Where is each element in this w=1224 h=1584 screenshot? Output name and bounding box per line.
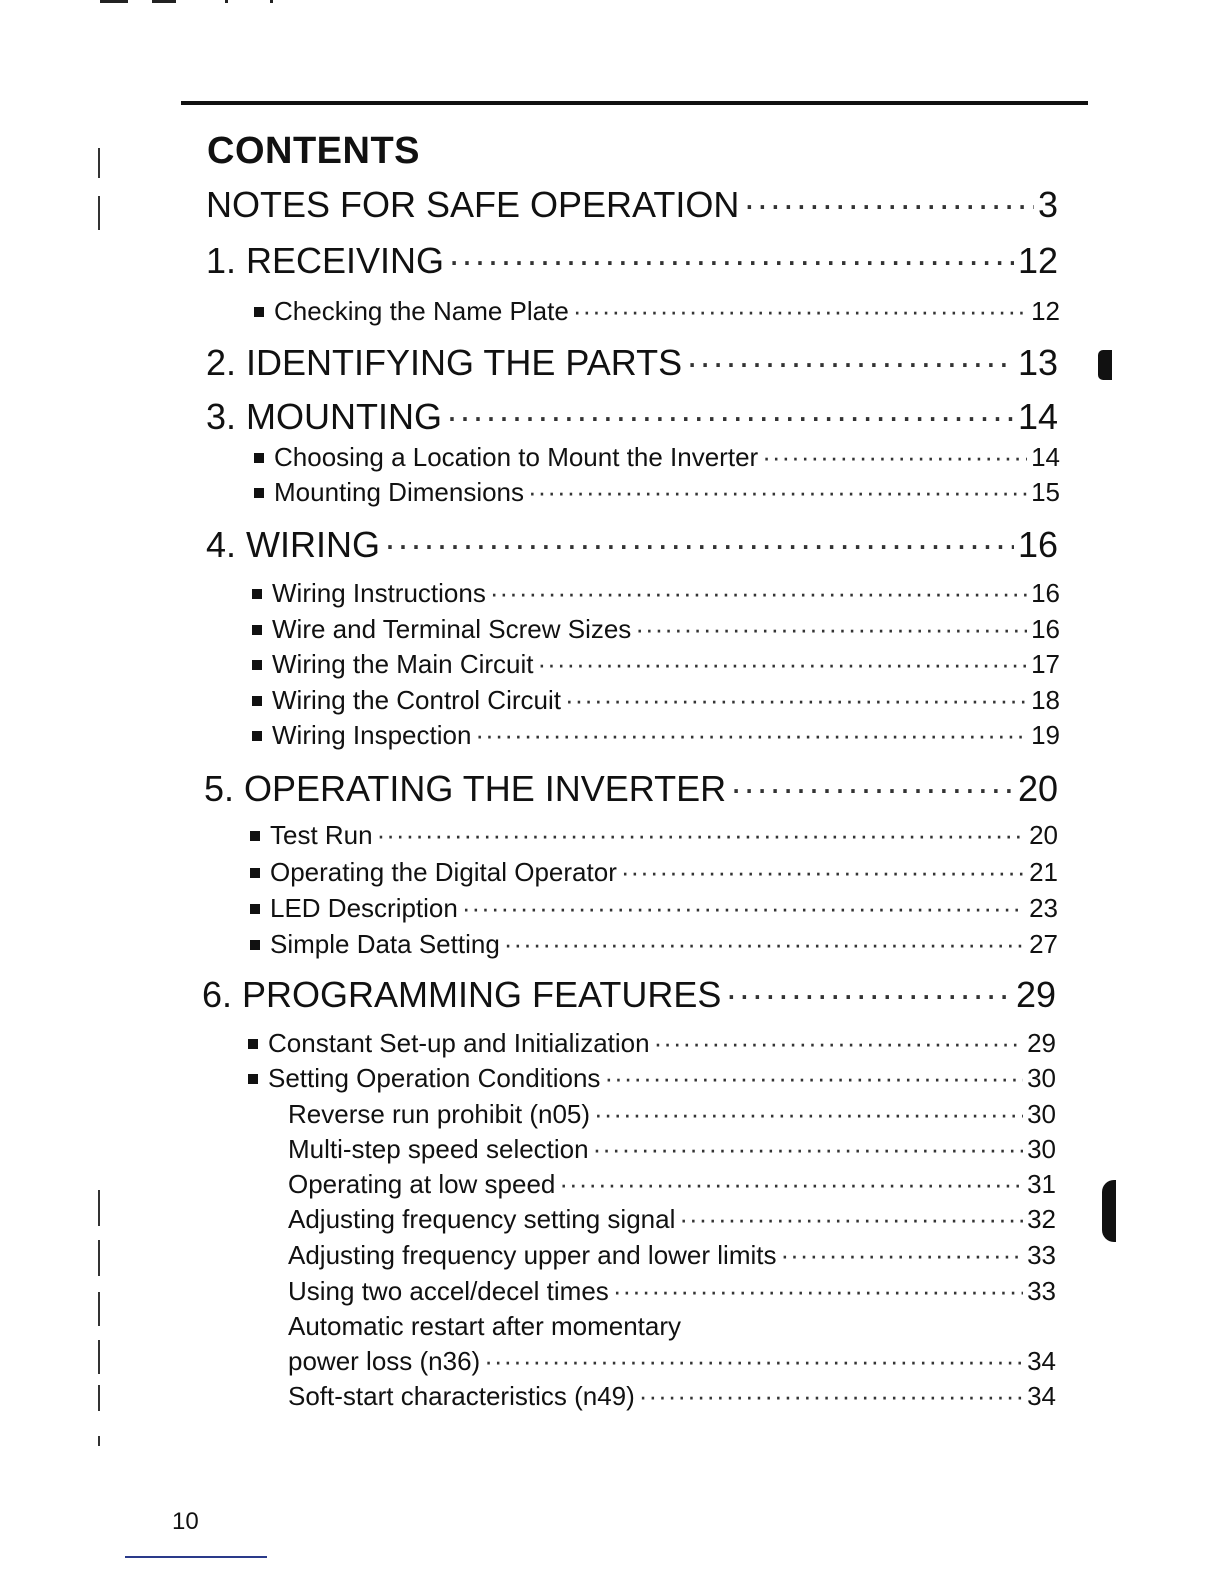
toc-entry-auto-restart[interactable]: [288, 1311, 1056, 1342]
toc-entry-control-circuit[interactable]: [252, 685, 1060, 716]
dot-leader: [490, 578, 1027, 609]
toc-entry-wiring-inspection[interactable]: [252, 720, 1060, 751]
dot-leader: [780, 1240, 1023, 1271]
toc-entry-page: 16: [1031, 614, 1060, 644]
toc-entry-label: Wiring Inspection: [272, 720, 472, 750]
toc-entry-reverse-run[interactable]: [288, 1099, 1056, 1130]
dot-leader: [743, 184, 1034, 226]
toc-entry-label: 2. IDENTIFYING THE PARTS: [206, 342, 683, 383]
dot-leader: [504, 929, 1025, 960]
toc-entry-page: 34: [1027, 1346, 1056, 1376]
dot-leader: [654, 1028, 1024, 1059]
dot-leader: [593, 1134, 1023, 1165]
toc-entry-page: 14: [1017, 396, 1058, 437]
toc-entry-page: 30: [1027, 1134, 1056, 1164]
square-bullet-icon: [248, 1039, 258, 1049]
footer-rule: [125, 1556, 267, 1558]
dot-leader: [573, 296, 1027, 327]
toc-entry-test-run[interactable]: [250, 820, 1058, 851]
dot-leader: [679, 1204, 1023, 1235]
toc-entry-main-circuit[interactable]: [252, 649, 1060, 680]
toc-entry-constant-setup[interactable]: [248, 1028, 1056, 1059]
square-bullet-icon: [250, 904, 260, 914]
dot-leader: [565, 685, 1027, 716]
toc-entry-label: Test Run: [270, 820, 373, 850]
toc-entry-soft-start[interactable]: [288, 1381, 1056, 1412]
square-bullet-icon: [252, 731, 262, 741]
toc-entry-page: 12: [1031, 296, 1060, 326]
dot-leader: [528, 477, 1027, 508]
dot-leader: [484, 1346, 1023, 1377]
toc-entry-power-loss[interactable]: [288, 1346, 1056, 1377]
toc-entry-label: power loss (n36): [288, 1346, 481, 1376]
toc-entry-label: 6. PROGRAMMING FEATURES: [202, 974, 722, 1015]
toc-entry-page: 32: [1027, 1204, 1056, 1234]
toc-entry-label: Reverse run prohibit (n05): [288, 1099, 591, 1129]
toc-entry-identifying-parts[interactable]: [206, 342, 1058, 384]
page-number: 10: [172, 1508, 199, 1535]
toc-entry-page: 33: [1027, 1276, 1056, 1306]
dot-leader: [639, 1381, 1023, 1412]
toc-entry-wiring-instructions[interactable]: [252, 578, 1060, 609]
toc-entry-label: Wiring Instructions: [272, 578, 486, 608]
toc-entry-page: 16: [1031, 578, 1060, 608]
toc-entry-safe-operation[interactable]: [206, 184, 1058, 226]
toc-entry-programming[interactable]: [202, 974, 1056, 1016]
dot-leader: [377, 820, 1025, 851]
toc-entry-digital-operator[interactable]: [250, 857, 1058, 888]
toc-entry-wiring[interactable]: [206, 524, 1058, 566]
dot-leader: [725, 974, 1012, 1016]
toc-entry-page: 16: [1017, 524, 1058, 565]
square-bullet-icon: [250, 940, 260, 950]
toc-entry-page: 33: [1027, 1240, 1056, 1270]
toc-entry-accel-decel[interactable]: [288, 1276, 1056, 1307]
toc-entry-led-description[interactable]: [250, 893, 1058, 924]
toc-entry-label: Operating at low speed: [288, 1169, 556, 1199]
toc-entry-page: 20: [1029, 820, 1058, 850]
square-bullet-icon: [254, 307, 264, 317]
dot-leader: [448, 240, 1014, 282]
dot-leader: [730, 768, 1014, 810]
toc-entry-label: 1. RECEIVING: [206, 240, 445, 281]
toc-entry-page: 34: [1027, 1381, 1056, 1411]
toc-entry-label: Wiring the Control Circuit: [272, 685, 561, 715]
contents-heading: CONTENTS: [207, 130, 420, 172]
toc-entry-label: Constant Set-up and Initialization: [268, 1028, 650, 1058]
dot-leader: [762, 442, 1027, 473]
toc-entry-page: 3: [1037, 184, 1058, 225]
toc-entry-label: Using two accel/decel times: [288, 1276, 609, 1306]
toc-entry-page: 12: [1017, 240, 1058, 281]
toc-entry-label: Adjusting frequency setting signal: [288, 1204, 676, 1234]
toc-entry-label: NOTES FOR SAFE OPERATION: [206, 184, 740, 225]
dot-leader: [635, 614, 1027, 645]
toc-entry-label: Adjusting frequency upper and lower limits: [288, 1240, 777, 1270]
toc-entry-multi-step[interactable]: [288, 1134, 1056, 1165]
square-bullet-icon: [252, 696, 262, 706]
square-bullet-icon: [252, 625, 262, 635]
toc-entry-mounting[interactable]: [206, 396, 1058, 438]
dot-leader: [475, 720, 1027, 751]
dot-leader: [621, 857, 1025, 888]
toc-entry-label: 4. WIRING: [206, 524, 381, 565]
toc-entry-label: Wire and Terminal Screw Sizes: [272, 614, 632, 644]
square-bullet-icon: [252, 660, 262, 670]
dot-leader: [462, 893, 1025, 924]
toc-entry-mount-dimensions[interactable]: [254, 477, 1060, 508]
toc-entry-page: 13: [1017, 342, 1058, 383]
toc-entry-name-plate[interactable]: [254, 296, 1060, 327]
toc-entry-page: 19: [1031, 720, 1060, 750]
toc-entry-label: Operating the Digital Operator: [270, 857, 617, 887]
toc-entry-operation-conditions[interactable]: [248, 1063, 1056, 1094]
toc-entry-freq-signal[interactable]: [288, 1204, 1056, 1235]
dot-leader: [538, 649, 1028, 680]
toc-entry-page: 17: [1031, 649, 1060, 679]
toc-entry-label: Multi-step speed selection: [288, 1134, 589, 1164]
toc-entry-page: 30: [1027, 1063, 1056, 1093]
toc-entry-page: 23: [1029, 893, 1058, 923]
toc-entry-label: Automatic restart after momentary: [288, 1311, 682, 1341]
toc-entry-page: 27: [1029, 929, 1058, 959]
toc-entry-label: 5. OPERATING THE INVERTER: [204, 768, 727, 809]
toc-entry-simple-data-setting[interactable]: [250, 929, 1058, 960]
dot-leader: [604, 1063, 1023, 1094]
toc-entry-page: 20: [1017, 768, 1058, 809]
toc-entry-label: Soft-start characteristics (n49): [288, 1381, 635, 1411]
dot-leader: [446, 396, 1014, 438]
toc-entry-label: LED Description: [270, 893, 458, 923]
square-bullet-icon: [250, 831, 260, 841]
dot-leader: [594, 1099, 1023, 1130]
toc-entry-freq-limits[interactable]: [288, 1240, 1056, 1271]
toc-entry-label: 3. MOUNTING: [206, 396, 443, 437]
toc-entry-label: Simple Data Setting: [270, 929, 500, 959]
dot-leader: [686, 342, 1014, 384]
square-bullet-icon: [254, 488, 264, 498]
toc-entry-page: 31: [1027, 1169, 1056, 1199]
dot-leader: [613, 1276, 1023, 1307]
toc-entry-page: 15: [1031, 477, 1060, 507]
square-bullet-icon: [248, 1074, 258, 1084]
square-bullet-icon: [252, 589, 262, 599]
toc-entry-page: 18: [1031, 685, 1060, 715]
dot-leader: [559, 1169, 1023, 1200]
toc-entry-page: 21: [1029, 857, 1058, 887]
toc-entry-page: 14: [1031, 442, 1060, 472]
toc-entry-low-speed[interactable]: [288, 1169, 1056, 1200]
toc-entry-screw-sizes[interactable]: [252, 614, 1060, 645]
toc-entry-page: 30: [1027, 1099, 1056, 1129]
toc-entry-label: Wiring the Main Circuit: [272, 649, 534, 679]
toc-entry-receiving[interactable]: [206, 240, 1058, 282]
toc-entry-operating[interactable]: [204, 768, 1058, 810]
square-bullet-icon: [254, 453, 264, 463]
dot-leader: [384, 524, 1014, 566]
toc-entry-label: Checking the Name Plate: [274, 296, 569, 326]
toc-entry-label: Choosing a Location to Mount the Inverter: [274, 442, 759, 472]
toc-entry-label: Mounting Dimensions: [274, 477, 525, 507]
toc-entry-page: 29: [1015, 974, 1056, 1015]
toc-entry-label: Setting Operation Conditions: [268, 1063, 601, 1093]
square-bullet-icon: [250, 868, 260, 878]
toc-entry-page: 29: [1027, 1028, 1056, 1058]
toc-entry-mount-location[interactable]: [254, 442, 1060, 473]
